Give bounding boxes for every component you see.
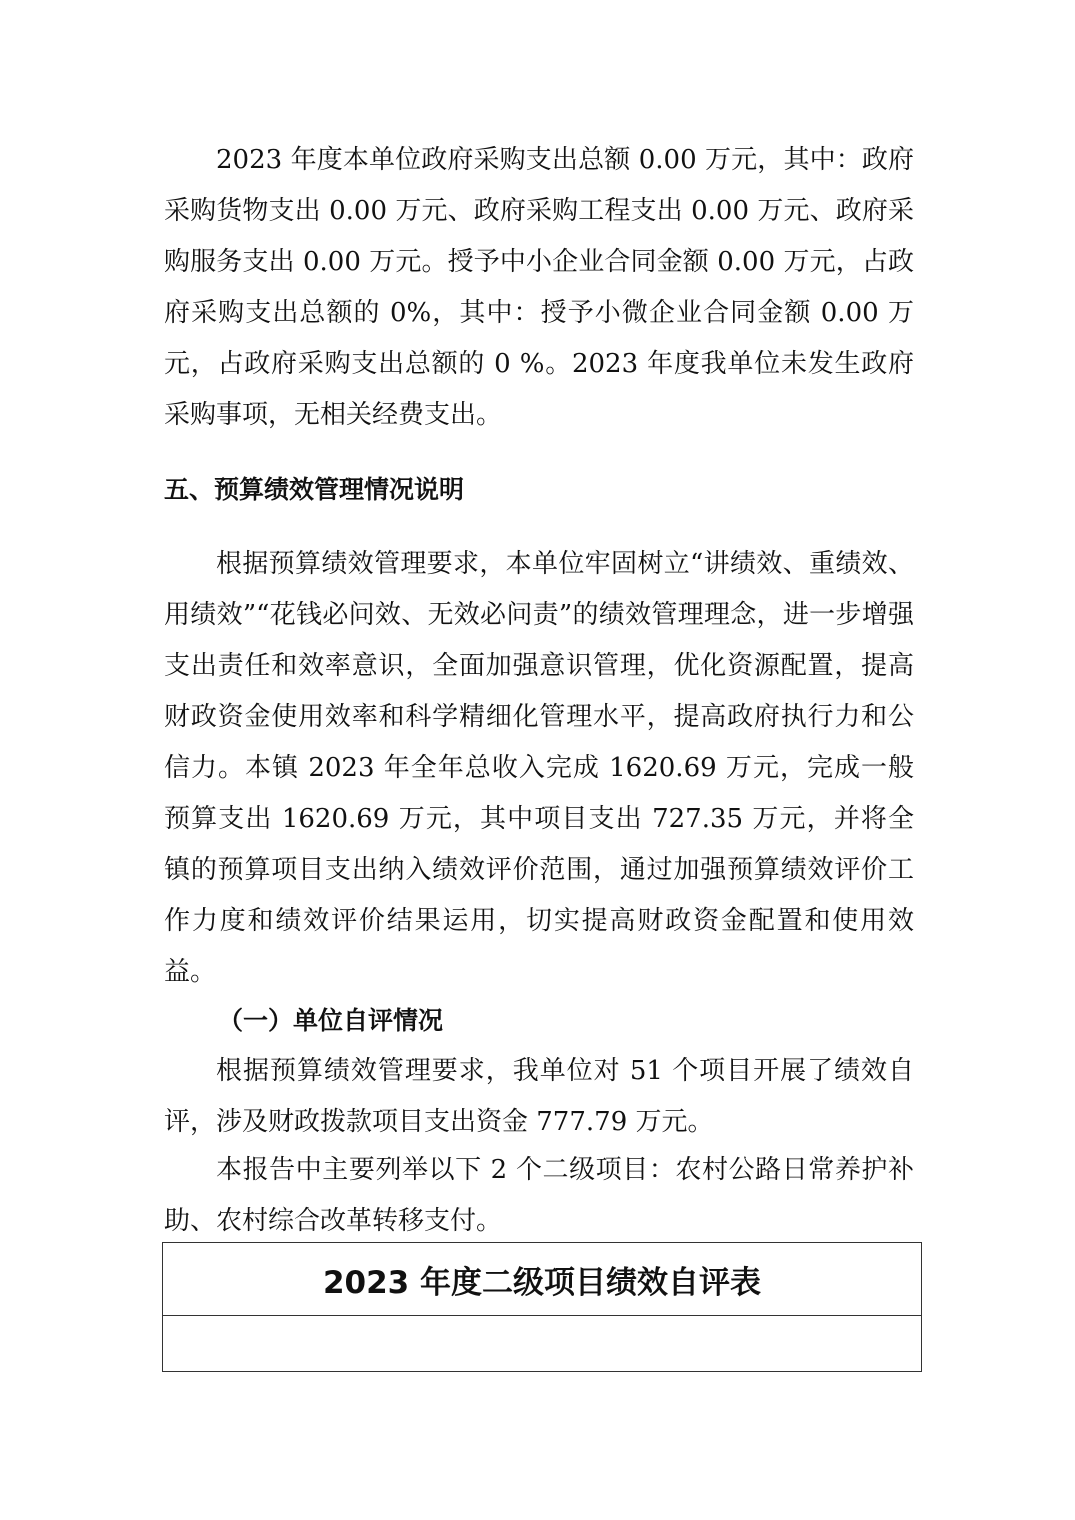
table-row bbox=[163, 1316, 922, 1372]
table-title: 2023 年度二级项目绩效自评表 bbox=[163, 1243, 922, 1316]
table-row bbox=[163, 1243, 922, 1316]
paragraph-self-evaluation: 根据预算绩效管理要求，我单位对 51 个项目开展了绩效自评，涉及财政拨款项目支出资金 777.79 万元。 bbox=[164, 1056, 914, 1137]
table-empty-cell bbox=[163, 1316, 922, 1372]
section-heading-budget-performance: 五、预算绩效管理情况说明 bbox=[164, 475, 465, 504]
project-self-evaluation-table bbox=[162, 1242, 922, 1372]
paragraph-performance-management: 根据预算绩效管理要求，本单位牢固树立“讲绩效、重绩效、用绩效”“花钱必问效、无效必问责”的绩效管理理念，进一步增强支出责任和效率意识，全面加强意识管理，优化资源配置，提高财政资金使用效率和科学精细化管理水平，提高政府执行力和公信力。本镇 2023 年全年总收入完成 1620.69 万元，完成一般预算支出 1620.69 万元，其中项目支出 727.35 万元，并将全镇的预算项目支出纳入绩效评价范围，通过加强预算绩效评价工作力度和绩效评价结果运用，切实提高财政资金配置和使用效益。 bbox=[164, 549, 914, 987]
paragraph-procurement: 2023 年度本单位政府采购支出总额 0.00 万元，其中：政府采购货物支出 0.00 万元、政府采购工程支出 0.00 万元、政府采购服务支出 0.00 万元。授予中小企业合同金额 0.00 万元，占政府采购支出总额的 0%，其中：授予小微企业合同金额 0.00 万元，占政府采购支出总额的 0 %。2023 年度我单位未发生政府采购事项，无相关经费支出。 bbox=[164, 145, 914, 430]
subheading-unit-self-evaluation: （一）单位自评情况 bbox=[218, 1006, 444, 1035]
paragraph-report-items: 本报告中主要列举以下 2 个二级项目：农村公路日常养护补助、农村综合改革转移支付。 bbox=[164, 1155, 914, 1236]
